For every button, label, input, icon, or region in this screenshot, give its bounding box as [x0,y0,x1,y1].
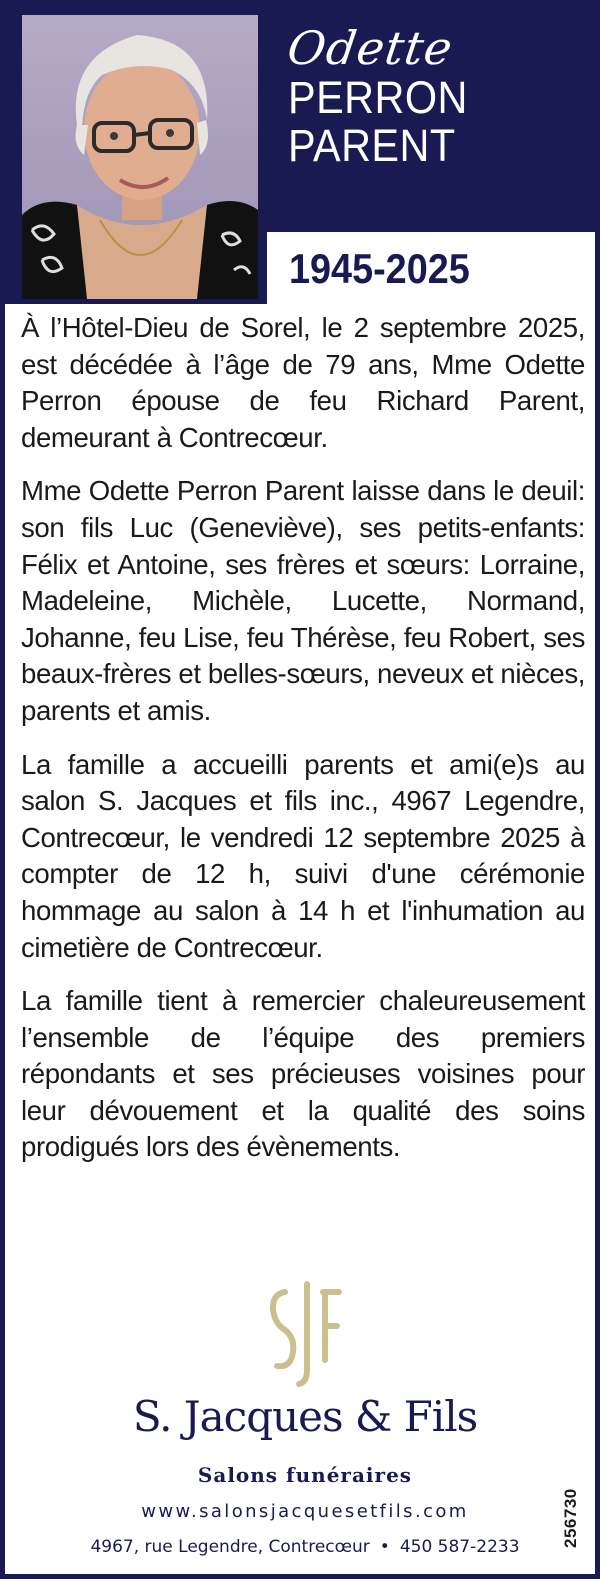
obituary-body [21,310,585,1183]
last-name-line-2: PARENT [288,120,456,171]
address: 4967, rue Legendre, Contrecœur [90,1537,370,1557]
paragraph-death-notice: À l’Hôtel-Dieu de Sorel, le 2 septembre 2025, est décédée à l’âge de 79 ans, Mme Odette Perron épouse de feu Richard Parent, demeurant à Contrecœur. [21,312,585,453]
funeral-home-contact [65,1535,545,1559]
life-years: 1945-2025 [289,245,470,292]
portrait-illustration [22,15,258,299]
funeral-home-subtitle: Salons funéraires [197,1463,413,1487]
phone-number: 450 587-2233 [399,1537,520,1557]
paragraph-family: Mme Odette Perron Parent laisse dans le deuil: son fils Luc (Geneviève), ses petits-enfants: Félix et Antoine, ses frères et sœurs: Lorraine, Madeleine, Michèle, Lucette, Normand, Johanne, feu Lise, feu Thérèse, feu Robert, ses beaux-frères et belles-sœurs, neveux et nièces, parents et amis. [21,475,585,726]
paragraph-ceremony: La famille a accueilli parents et ami(e)s au salon S. Jacques et fils inc., 4967 Legendre, Contrecœur, le vendredi 12 septembre 2025 à compter de 12 h, suivi d'une cérémonie hommage au salon à 14 h et l'inhumation au cimetière de Contrecœur. [21,748,585,963]
separator-dot: • [379,1537,390,1557]
deceased-name [284,21,484,171]
reference-number: 256730 [561,1488,580,1548]
last-name-line-1: PERRON [288,72,468,123]
funeral-home-website[interactable]: www.salonsjacquesetfils.com [141,1501,469,1522]
first-name: Odette [284,21,457,75]
funeral-home-name: S. Jacques & Fils [132,1392,478,1441]
sjf-monogram-icon [267,1280,347,1390]
portrait-photo [22,15,258,299]
paragraph-thanks: La famille tient à remercier chaleureusement l’ensemble de l’équipe des premiers répondants et ses précieuses voisines pour leur dévouement et la qualité des soins prodigués lors des évènements. [21,985,585,1163]
